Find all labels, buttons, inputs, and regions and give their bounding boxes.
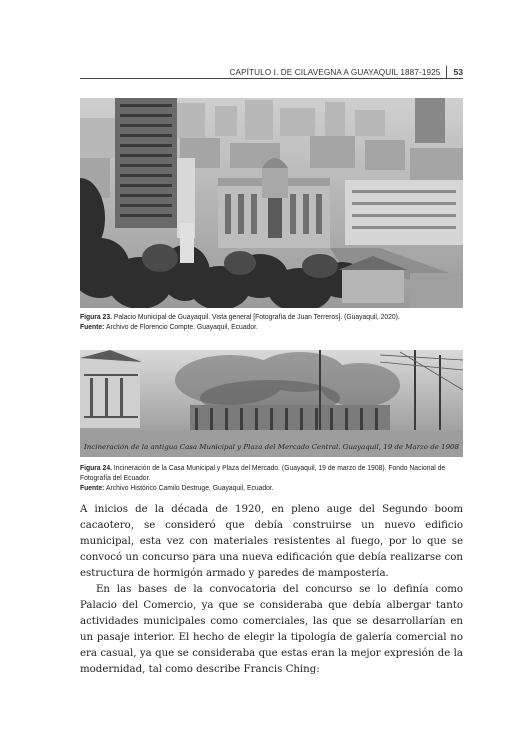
fire-historic-photo xyxy=(80,350,463,457)
figure-24-caption xyxy=(80,463,467,493)
figure-23-caption-line xyxy=(80,312,458,322)
figure-23-source-line xyxy=(80,322,458,332)
figure-24-source-line xyxy=(80,483,467,493)
figure-23-source-label: Fuente: xyxy=(80,322,105,331)
figure-24-photo xyxy=(80,350,463,457)
body-text xyxy=(80,502,463,678)
handwritten-inscription: Incineración de la antigua Casa Municipal y Plaza del Mercado Central. Guayaquil, 19 de Marzo de 1908 xyxy=(82,443,460,451)
figure-24-source: Archivo Histórico Camilo Destruge, Guayaquil, Ecuador. xyxy=(105,483,274,492)
aerial-city-photo xyxy=(80,98,463,308)
figure-23-text: Palacio Municipal de Guayaquil. Vista general [Fotografía de Juan Terreros]. (Guayaquil, 2020). xyxy=(113,312,400,321)
figure-24-text: Incineración de la Casa Municipal y Plaza del Mercado. (Guayaquil, 19 de marzo de 1908). Fondo Nacional de Fotografía del Ecuador. xyxy=(80,463,446,482)
paragraph-2: En las bases de la convocatoria del concurso se lo definía como Palacio del Comercio, ya que se consideraba que debía albergar tanto actividades municipales como comerciales, las que se desarrollarían en un pasaje interior. El hecho de elegir la tipología de galería comercial no era casual, ya que se consideraba que estas eran la mejor expresión de la modernidad, tal como describe Francis Ching: xyxy=(80,584,463,675)
figure-23-source: Archivo de Florencio Compte. Guayaquil, Ecuador. xyxy=(105,322,258,331)
header-separator xyxy=(446,66,447,78)
figure-23-photo xyxy=(80,98,463,308)
chapter-title: CAPÍTULO I. DE CILAVEGNA A GUAYAQUIL 1887-1925 xyxy=(229,68,441,77)
figure-24-source-label: Fuente: xyxy=(80,483,105,492)
figure-24-caption-line xyxy=(80,463,467,483)
figure-23-caption xyxy=(80,312,458,332)
running-header xyxy=(80,66,463,79)
paragraph-1: A inicios de la década de 1920, en pleno auge del Segundo boom cacaotero, se consideró que debía construirse un nuevo edificio municipal, esta vez con materiales resistentes al fuego, por lo que se convocó un concurso para una nueva edificación que debía realizarse con estructura de hormigón armado y paredes de mampostería. xyxy=(80,504,463,579)
page-number: 53 xyxy=(453,67,463,77)
figure-24-label: Figura 24. xyxy=(80,463,112,472)
figure-23-label: Figura 23. xyxy=(80,312,112,321)
